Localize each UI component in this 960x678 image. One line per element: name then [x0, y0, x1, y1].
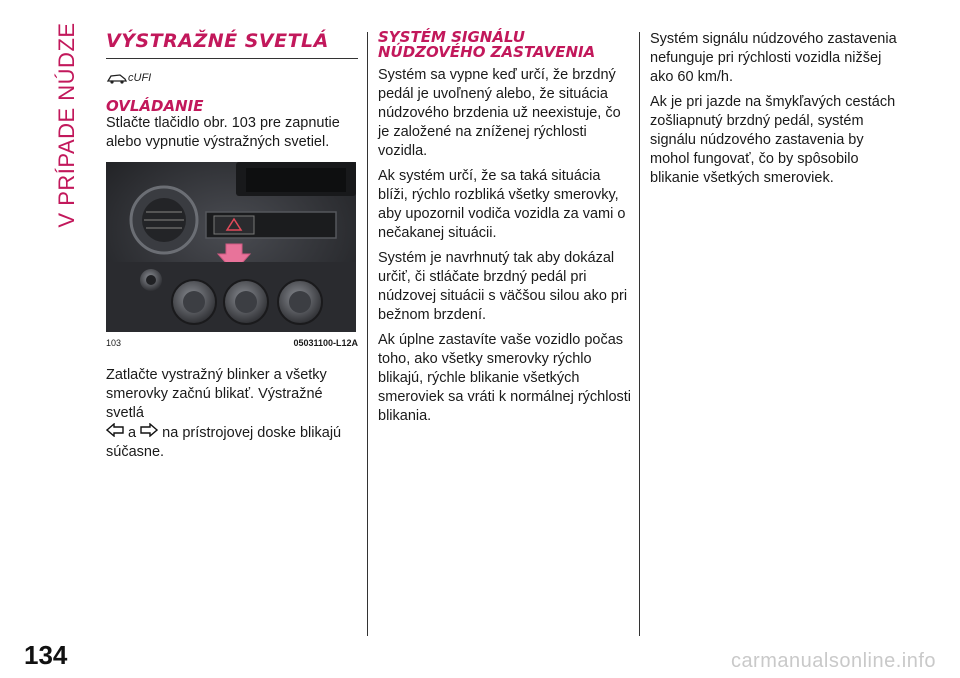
hazard-line-3: na prístrojovej doske blikajú	[162, 424, 342, 441]
figure-caption	[106, 338, 358, 348]
paragraph-col3-2: Ak je pri jazde na šmykľavých cestách zošliapnutý brzdný pedál, systém signálu núdzového zastavenia by mohol fungovať, čo by spôsobilo blikanie všetkých smeroviek.	[650, 94, 896, 186]
section-side-tab	[52, 22, 82, 228]
paragraph-col2-3: Systém je navrhnutý tak aby dokázal určiť, či stláčate brzdný pedál pri núdzovej situácii s väčšou silou ako pri bežnom brzdení.	[378, 250, 628, 323]
hazard-icon-row	[106, 71, 358, 93]
turn-signal-right-icon	[140, 423, 158, 443]
figure-number: 103	[106, 338, 122, 348]
car-hazard-icon	[106, 71, 151, 85]
paragraph-hazard-usage	[106, 366, 358, 462]
section-side-tab-label: V PRÍPADE NÚDZE	[54, 22, 79, 228]
subheading-controls: OVLÁDANIE	[106, 97, 204, 115]
dashboard-photo	[106, 162, 356, 332]
column-1	[106, 30, 358, 468]
paragraph-col2-2: Ak systém určí, že sa taká situácia blíži, rýchlo rozbliká všetky smerovky, aby upozornil vodiča vozidla za vami o nečakanej situácii.	[378, 168, 626, 241]
hazard-line-4: súčasne.	[106, 444, 165, 460]
page-number: 134	[24, 640, 68, 670]
column-divider-2	[639, 32, 640, 636]
hazard-word-a: a	[128, 424, 137, 441]
watermark: carmanualsonline.info	[730, 650, 936, 672]
paragraph-col3-1: Systém signálu núdzového zastavenia nefunguje pri rýchlosti vozidla nižšej ako 60 km/h.	[650, 31, 897, 85]
paragraph-col2-4: Ak úplne zastavíte vaše vozidlo počas toho, ako všetky smerovky rýchlo blikajú, rýchle blikanie všetkých smeroviek sa vráti k normálnej rýchlosti blikania.	[378, 332, 632, 424]
hazard-line-2: smerovky začnú blikať. Výstražné svetlá	[106, 386, 323, 421]
column-3	[650, 30, 900, 194]
hazard-line-1: Zatlačte vystražný blinker a všetky	[106, 367, 327, 383]
paragraph-intro: Stlačte tlačidlo obr. 103 pre zapnutie alebo vypnutie výstražných svetiel.	[106, 115, 340, 150]
figure-code: 05031100-L12A	[293, 338, 358, 348]
subheading-emergency-stop-signal: SYSTÉM SIGNÁLU NÚDZOVÉHO ZASTAVENIA	[378, 28, 596, 61]
turn-signal-left-icon	[106, 423, 124, 443]
column-2	[378, 30, 632, 432]
column-divider-1	[367, 32, 368, 636]
page-title: VÝSTRAŽNÉ SVETLÁ	[106, 30, 358, 59]
paragraph-col2-1: Systém sa vypne keď určí, že brzdný pedál je uvoľnený alebo, že situácia núdzového brzdenia už neexistuje, čo je založené na zníženej rýchlosti vozidla.	[378, 67, 621, 159]
icon-label: cUFI	[128, 72, 152, 84]
